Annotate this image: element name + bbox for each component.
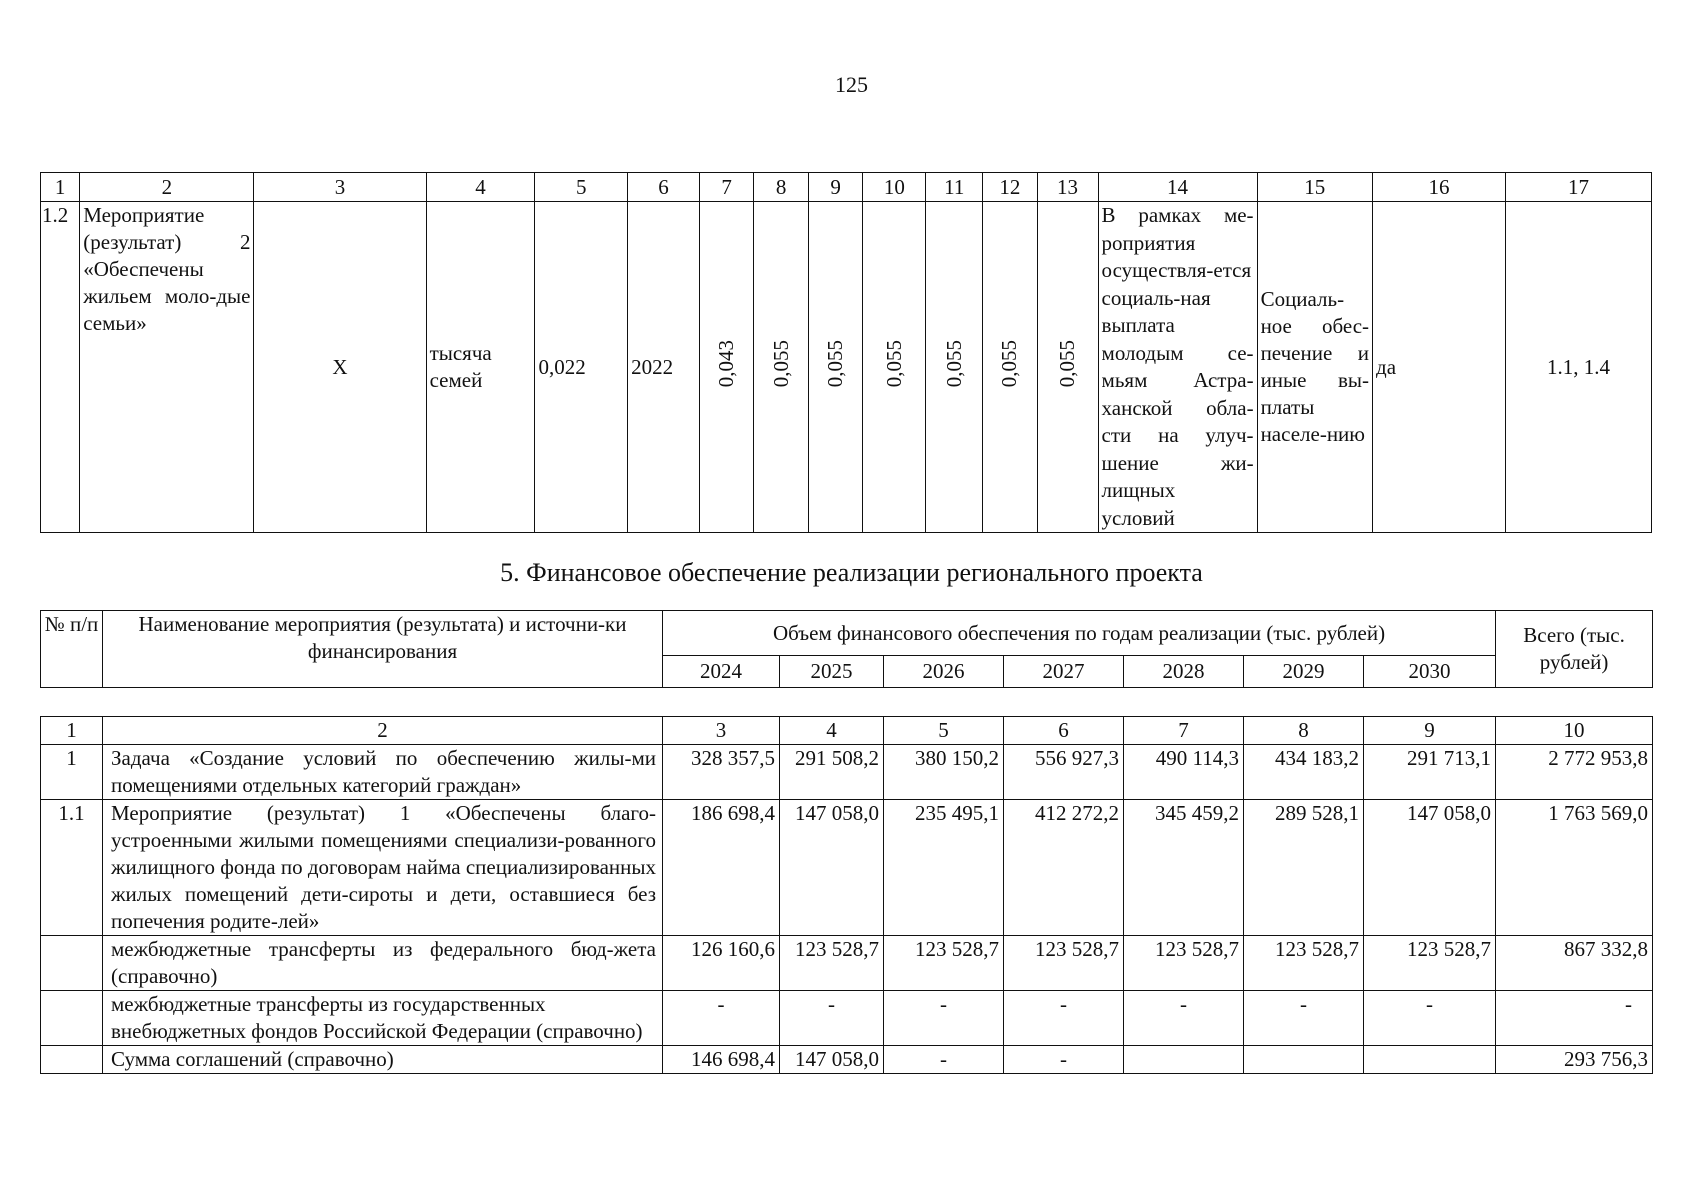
row-number: 1.2 (41, 202, 80, 533)
year-header: 2027 (1004, 656, 1124, 688)
value-cell: 186 698,4 (663, 800, 780, 936)
value-cell (1364, 1046, 1496, 1074)
name-header: Наименование мероприятия (результата) и источни-ки финансирования (103, 611, 663, 688)
value-cell: 328 357,5 (663, 745, 780, 800)
total-cell: - (1496, 991, 1653, 1046)
value-cell: 0,055 (983, 202, 1037, 533)
header-cell: 10 (863, 173, 926, 202)
header-cell: 3 (663, 717, 780, 745)
section-title: 5. Финансовое обеспечение реализации регионального проекта (500, 558, 1203, 587)
value-cell: - (1244, 991, 1364, 1046)
year-header: 2030 (1364, 656, 1496, 688)
header-cell: 1 (41, 173, 80, 202)
header-cell: 9 (1364, 717, 1496, 745)
financing-table (40, 716, 1653, 1074)
header-cell: 8 (1244, 717, 1364, 745)
value-cell: - (663, 991, 780, 1046)
table-row (41, 936, 1653, 991)
row-name: Сумма соглашений (справочно) (103, 1046, 663, 1074)
table-row (41, 1046, 1653, 1074)
value-cell: 0,055 (863, 202, 926, 533)
value-cell: 291 713,1 (1364, 745, 1496, 800)
value-cell: 147 058,0 (780, 1046, 884, 1074)
value-cell: 380 150,2 (884, 745, 1004, 800)
financing-header-table (40, 610, 1653, 688)
row-number (41, 991, 103, 1046)
volume-header: Объем финансового обеспечения по годам реализации (тыс. рублей) (663, 611, 1496, 656)
header-cell: 5 (535, 173, 628, 202)
value-cell: 0,055 (1037, 202, 1098, 533)
value-cell: 0,055 (754, 202, 808, 533)
year-header: 2025 (780, 656, 884, 688)
header-cell: 17 (1505, 173, 1651, 202)
value-cell: 123 528,7 (1364, 936, 1496, 991)
value-cell: 289 528,1 (1244, 800, 1364, 936)
value-cell: 146 698,4 (663, 1046, 780, 1074)
value-cell: 123 528,7 (1124, 936, 1244, 991)
value-cell (1124, 1046, 1244, 1074)
value-cell (1244, 1046, 1364, 1074)
row-name: Мероприятие (результат) 1 «Обеспечены благо-устроенными жилыми помещениями специализи-рованного жилищного фонда по договорам найма специализированных жилых помещений дети-сироты и дети, оставшиеся без попечения родите-лей» (103, 800, 663, 936)
value-cell: 412 272,2 (1004, 800, 1124, 936)
indicators-table (40, 172, 1652, 533)
header-cell: 16 (1373, 173, 1506, 202)
row-number: 1.1 (41, 800, 103, 936)
cell-col3: Х (254, 202, 426, 533)
financing-header-row (41, 717, 1653, 745)
value-cell: - (1124, 991, 1244, 1046)
cell-col16: да (1373, 202, 1506, 533)
header-cell: 13 (1037, 173, 1098, 202)
row-name: межбюджетные трансферты из государственных внебюджетных фондов Российской Федерации (справочно) (103, 991, 663, 1046)
header-cell: 5 (884, 717, 1004, 745)
table-row (41, 202, 1652, 533)
year-header: 2026 (884, 656, 1004, 688)
value-cell: - (1004, 1046, 1124, 1074)
header-cell: 9 (808, 173, 862, 202)
value-cell: 147 058,0 (780, 800, 884, 936)
total-cell: 293 756,3 (1496, 1046, 1653, 1074)
header-cell: 15 (1257, 173, 1372, 202)
value-cell: 434 183,2 (1244, 745, 1364, 800)
value-cell: 0,055 (926, 202, 983, 533)
header-cell: 7 (699, 173, 753, 202)
value-cell: 235 495,1 (884, 800, 1004, 936)
type-cell: Социаль-ное обес-печение и иные вы-платы населе-нию (1257, 202, 1372, 533)
header-cell: 12 (983, 173, 1037, 202)
row-number (41, 1046, 103, 1074)
row-name: Задача «Создание условий по обеспечению жилы-ми помещениями отдельных категорий граждан» (103, 745, 663, 800)
value-cell: 126 160,6 (663, 936, 780, 991)
table-row (41, 800, 1653, 936)
value-cell: - (1004, 991, 1124, 1046)
cell-col17: 1.1, 1.4 (1505, 202, 1651, 533)
value-cell: 0,043 (699, 202, 753, 533)
header-cell: 11 (926, 173, 983, 202)
header-cell: 4 (780, 717, 884, 745)
value-cell: - (1364, 991, 1496, 1046)
description-cell: В рамках ме-роприятия осуществля-ется социаль-ная выплата молодым се-мьям Астра-ханской обла-сти на улуч-шение жи-лищных условий (1098, 202, 1257, 533)
row-name: межбюджетные трансферты из федерального бюд-жета (справочно) (103, 936, 663, 991)
page-number: 125 (835, 72, 868, 97)
header-cell: 6 (1004, 717, 1124, 745)
value-cell: - (780, 991, 884, 1046)
value-cell: 123 528,7 (1244, 936, 1364, 991)
value-cell: 345 459,2 (1124, 800, 1244, 936)
value-cell: 147 058,0 (1364, 800, 1496, 936)
unit-cell: тысяча семей (426, 202, 535, 533)
value-cell: 0,055 (808, 202, 862, 533)
row-number (41, 936, 103, 991)
measure-name: Мероприятие (результат) 2 «Обеспечены жильем моло-дые семьи» (80, 202, 254, 533)
base-value-cell: 0,022 (535, 202, 628, 533)
header-cell: 6 (628, 173, 700, 202)
total-cell: 867 332,8 (1496, 936, 1653, 991)
value-cell: 556 927,3 (1004, 745, 1124, 800)
value-cell: - (884, 991, 1004, 1046)
value-cell: 123 528,7 (884, 936, 1004, 991)
table-row (41, 745, 1653, 800)
header-cell: 4 (426, 173, 535, 202)
value-cell: 490 114,3 (1124, 745, 1244, 800)
header-cell: 2 (103, 717, 663, 745)
total-cell: 2 772 953,8 (1496, 745, 1653, 800)
row-number: 1 (41, 745, 103, 800)
header-cell: 8 (754, 173, 808, 202)
num-header: № п/п (41, 611, 103, 688)
value-cell: 123 528,7 (780, 936, 884, 991)
header-cell: 2 (80, 173, 254, 202)
base-year-cell: 2022 (628, 202, 700, 533)
value-cell: 291 508,2 (780, 745, 884, 800)
indicators-header-row (41, 173, 1652, 202)
header-cell: 10 (1496, 717, 1653, 745)
total-cell: 1 763 569,0 (1496, 800, 1653, 936)
total-header: Всего (тыс. рублей) (1496, 611, 1653, 688)
value-cell: 123 528,7 (1004, 936, 1124, 991)
table-row (41, 991, 1653, 1046)
year-header: 2028 (1124, 656, 1244, 688)
year-header: 2024 (663, 656, 780, 688)
year-header: 2029 (1244, 656, 1364, 688)
header-cell: 3 (254, 173, 426, 202)
header-cell: 14 (1098, 173, 1257, 202)
header-cell: 1 (41, 717, 103, 745)
header-cell: 7 (1124, 717, 1244, 745)
value-cell: - (884, 1046, 1004, 1074)
